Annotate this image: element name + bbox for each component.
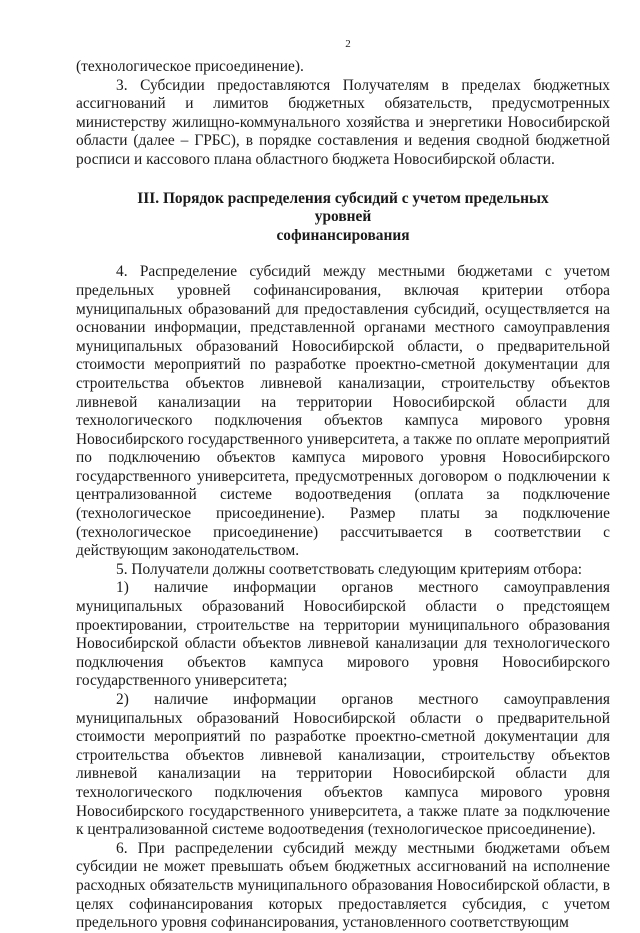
criterion-1: 1) наличие информации органов местного самоуправления муниципальных образований Новосибирской области о предстоящем проектировании, строительстве на территории муниципального образования Новосибирской области объектов ливневой канализации для технологического подключения объектов кампуса мирового уровня Новосибирского государственного университета; xyxy=(76,579,610,690)
criterion-2: 2) наличие информации органов местного самоуправления муниципальных образований Новосибирской области о предварительной стоимости мероприятий по разработке проектно-сметной документации для строительства объектов ливневой канализации, строительству объектов ливневой канализации на территории Новосибирской области для технологического подключения объектов кампуса мирового уровня Новосибирского государственного университета, а также плате за подключение к централизованной системе водоотведения (технологическое присоединение). xyxy=(76,691,610,839)
section-heading xyxy=(76,190,610,246)
section-heading-line-2: софинансирования xyxy=(276,226,410,244)
paragraph-6: 6. При распределении субсидий между местными бюджетами объем субсидии не может превышать объем бюджетных ассигнований на исполнение расходных обязательств муниципального образования Новосибирской области, в целях софинансирования которых предоставляется субсидия, с учетом предельного уровня софинансирования, установленного соответствующим xyxy=(76,839,610,932)
paragraph-5: 5. Получатели должны соответствовать следующим критериям отбора: xyxy=(116,560,583,578)
paragraph-4: 4. Распределение субсидий между местными бюджетами с учетом предельных уровней софинансирования, включая критерии отбора муниципальных образований для предоставления субсидий, осуществляется на основании информации, представленной органами местного самоуправления муниципальных образований Новосибирской области, о предварительной стоимости мероприятий по разработке проектно-сметной документации для строительства объектов ливневой канализации, строительству объектов ливневой канализации на территории Новосибирской области для технологического подключения объектов кампуса мирового уровня Новосибирского государственного университета, а также по оплате мероприятий по подключению объектов кампуса мирового уровня Новосибирского государственного университета, предусмотренных договором о подключении к централизованной системе водоотведения (оплата за подключение (технологическое присоединение). Размер платы за подключение (технологическое присоединение) рассчитывается в соответствии с действующим законодательством. xyxy=(76,263,610,560)
section-heading-line-1: III. Порядок распределения субсидий с учетом предельных уровней xyxy=(137,189,549,226)
page-number: 2 xyxy=(345,38,351,50)
document-page xyxy=(76,34,610,933)
paragraph-continuation: (технологическое присоединение). xyxy=(76,58,304,75)
paragraph-3: 3. Субсидии предоставляются Получателям в пределах бюджетных ассигнований и лимитов бюджетных обязательств, предусмотренных министерству жилищно-коммунального хозяйства и энергетики Новосибирской области (далее – ГРБС), в порядке составления и ведения сводной бюджетной росписи и кассового плана областного бюджета Новосибирской области. xyxy=(76,76,610,168)
